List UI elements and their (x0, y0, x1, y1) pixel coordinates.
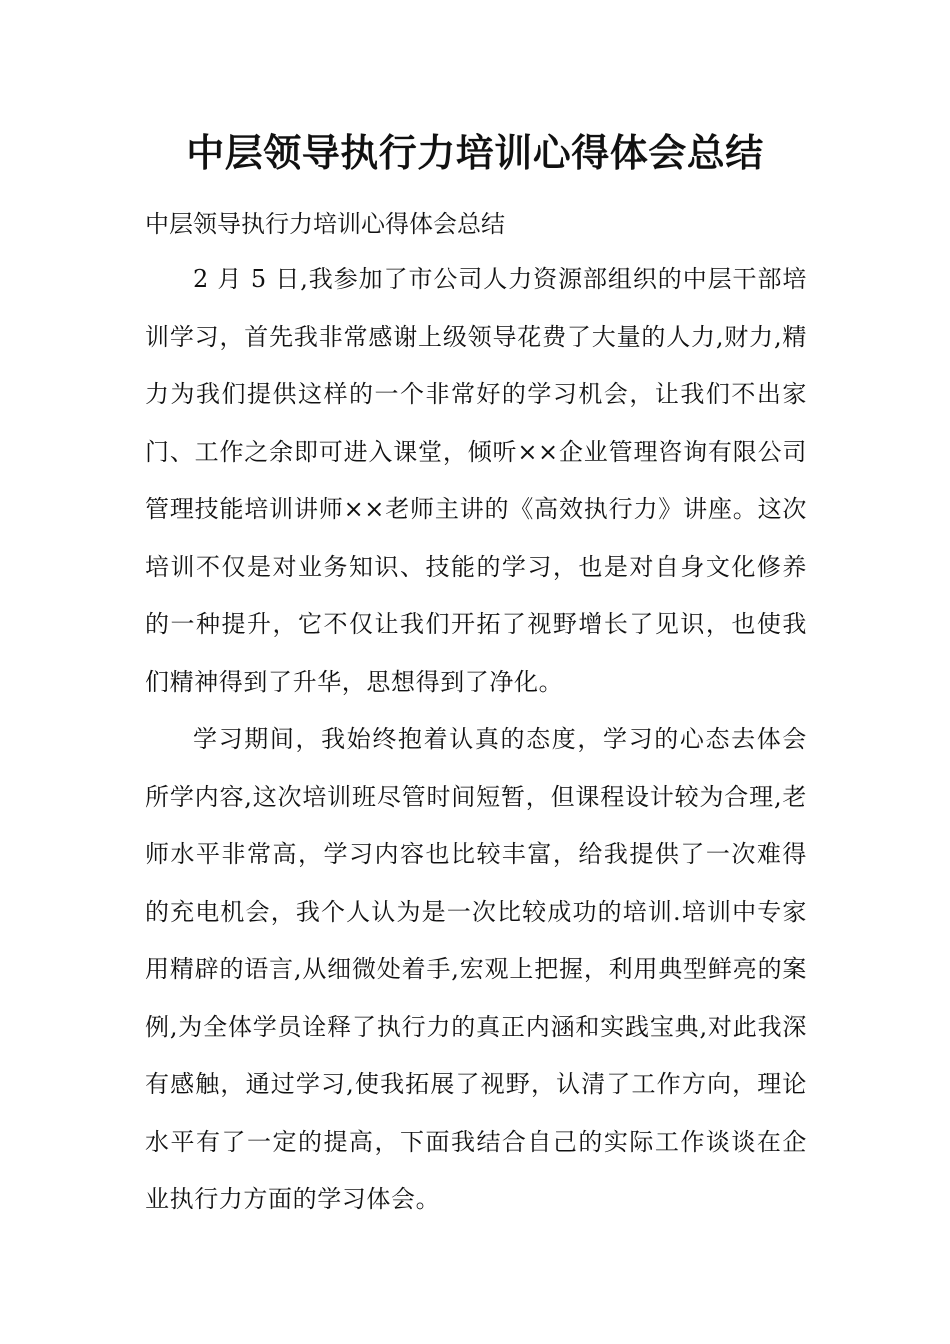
body-paragraph-1: 2 月 5 日,我参加了市公司人力资源部组织的中层干部培训学习，首先我非常感谢上级领导花费了大量的人力,财力,精力为我们提供这样的一个非常好的学习机会，让我们不出家门、工作之余即可进入课堂，倾听××企业管理咨询有限公司管理技能培训讲师××老师主讲的《高效执行力》讲座。这次培训不仅是对业务知识、技能的学习，也是对自身文化修养的一种提升，它不仅让我们开拓了视野增长了见识，也使我们精神得到了升华，思想得到了净化。 (145, 265, 807, 696)
document-subtitle: 中层领导执行力培训心得体会总结 (145, 210, 505, 238)
document-title: 中层领导执行力培训心得体会总结 (186, 130, 764, 175)
body-paragraph-2: 学习期间，我始终抱着认真的态度，学习的心态去体会所学内容,这次培训班尽管时间短暂，但课程设计较为合理,老师水平非常高，学习内容也比较丰富，给我提供了一次难得的充电机会，我个人认为是一次比较成功的培训.培训中专家用精辟的语言,从细微处着手,宏观上把握，利用典型鲜亮的案例,为全体学员诠释了执行力的真正内涵和实践宝典,对此我深有感触，通过学习,使我拓展了视野，认清了工作方向，理论水平有了一定的提高，下面我结合自己的实际工作谈谈在企业执行力方面的学习体会。 (145, 725, 807, 1213)
